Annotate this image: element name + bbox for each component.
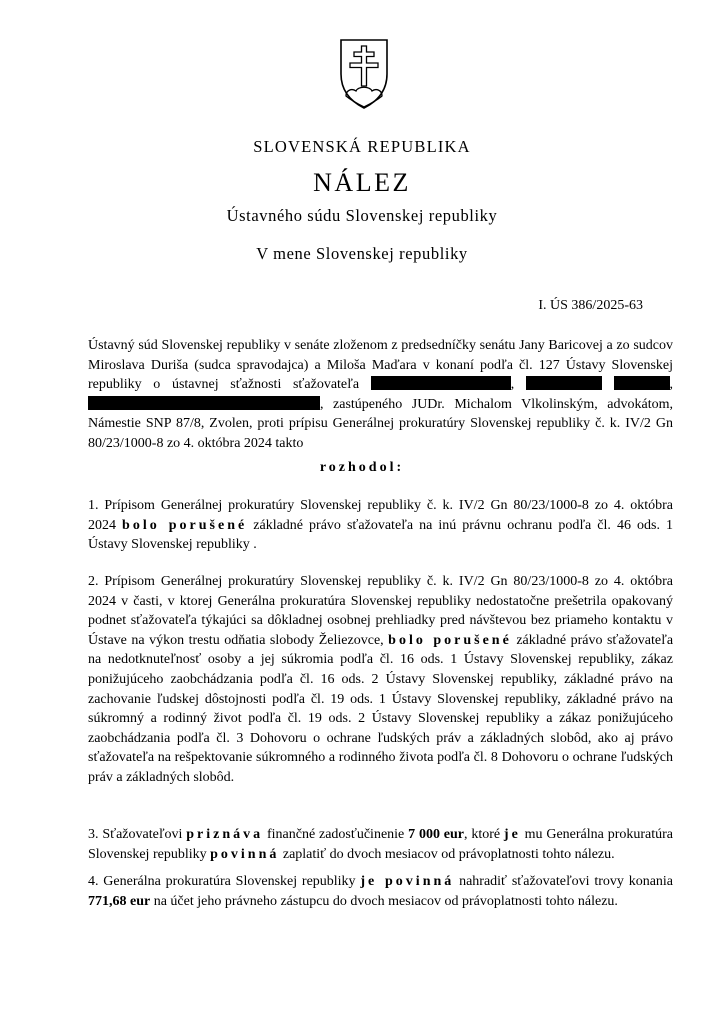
point-4-text-c: na účet jeho právneho zástupcu do dvoch mesiacov od právoplatnosti tohto nálezu. [153,893,618,909]
verdict-point-2 [88,572,673,788]
verdict-point-4 [88,872,673,911]
point-3-amount: 7 000 eur [408,827,464,842]
point-3-text-e: zaplatiť do dvoch mesiacov od právoplatnosti tohto nálezu. [282,846,615,862]
intro-comma-1: , [510,377,515,393]
court-name: Ústavného súdu Slovenskej republiky [226,206,498,225]
point-1-emphasis: bolo porušené [122,517,248,533]
point-3-text-b: finančné zadosťučinenie [266,827,405,842]
intro-paragraph [88,336,673,454]
point-4-emphasis: je povinná [360,874,455,889]
redacted-name-2 [526,376,602,390]
point-3-emphasis-2: je [503,827,521,842]
redacted-address [88,396,320,410]
verdict-heading: rozhodol: [319,460,405,475]
point-2-text-a: 2. Prípisom Generálnej prokuratúry Slovenskej republiky č. k. IV/2 Gn 80/23/1000-8 zo 4. októbra 2024 v časti, v ktorej Generálna prokuratúra Slovenskej republiky nedostatočne prešetrila opakovaný podnet sťažovateľa týkajúci sa dôkladnej osobnej prehliadky pred návštevou bez priameho kontaktu v Ústave na výkon trestu odňatia slobody Želiezovce, [88,574,673,648]
country-title: SLOVENSKÁ REPUBLIKA [253,137,471,156]
point-3-text-d: mu Generálna prokuratúra Slovenskej republiky [88,827,673,862]
point-3-emphasis-1: priznáva [186,827,264,842]
verdict-point-1 [88,496,673,555]
verdict-point-3 [88,825,673,864]
point-4-text-a: 4. Generálna prokuratúra Slovenskej republiky [88,874,356,889]
point-3-emphasis-3: povinná [210,846,280,862]
point-3-text-a: 3. Sťažovateľovi [88,827,183,842]
in-name-line: V mene Slovenskej republiky [256,244,468,263]
point-3-text-c: , ktoré [463,827,501,842]
point-2-emphasis: bolo porušené [388,632,512,648]
redacted-name-1 [371,376,511,390]
intro-text-part2: , zastúpeného JUDr. Michalom Vlkolinským, advokátom, Námestie SNP 87/8, Zvolen, proti prípisu Generálnej prokuratúry Slovenskej republiky č. k. IV/2 Gn 80/23/1000-8 zo 4. októbra 2024 takto [88,396,673,451]
state-coat-of-arms-icon [338,38,390,110]
point-2-text-b: základné právo sťažovateľa na nedotknuteľnosť osoby a jej súkromia podľa čl. 16 ods. 1 Ústavy Slovenskej republiky, zákaz ponižujúceho zaobchádzania podľa čl. 16 ods. 2 Ústavy Slovenskej republiky, základné právo na zachovanie ľudskej dôstojnosti podľa čl. 19 ods. 1 Ústavy Slovenskej republiky, základné právo na súkromný a rodinný život podľa čl. 19 ods. 2 Ústavy Slovenskej republiky a zákaz ponižujúceho zaobchádzania podľa čl. 3 Dohovoru o ochrane ľudských práv a základných slobôd, ako aj právo sťažovateľa na rešpektovanie súkromného a rodinného života podľa čl. 8 Dohovoru o ochrane ľudských práv a základných slobôd. [88,632,674,785]
point-4-text-b: nahradiť sťažovateľovi trovy konania [459,874,674,889]
point-1-text-b: základné právo sťažovateľa na inú právnu ochranu podľa čl. 46 ods. 1 Ústavy Slovenskej republiky . [88,517,673,553]
document-type-title: NÁLEZ [313,168,411,197]
case-number: I. ÚS 386/2025-63 [538,298,643,313]
point-1-text-a: 1. Prípisom Generálnej prokuratúry Slovenskej republiky č. k. IV/2 Gn 80/23/1000-8 zo 4. októbra 2024 [88,498,673,533]
point-4-amount: 771,68 eur [88,893,151,909]
redacted-name-3 [614,376,670,390]
intro-text-part1: Ústavný súd Slovenskej republiky v senáte zloženom z predsedníčky senátu Jany Baricovej a zo sudcov Miroslava Duriša (sudca spravodajca) a Miloša Maďara v konaní podľa čl. 127 Ústavy Slovenskej republiky o ústavnej sťažnosti sťažovateľa [88,338,673,393]
intro-comma-2: , [669,377,674,393]
